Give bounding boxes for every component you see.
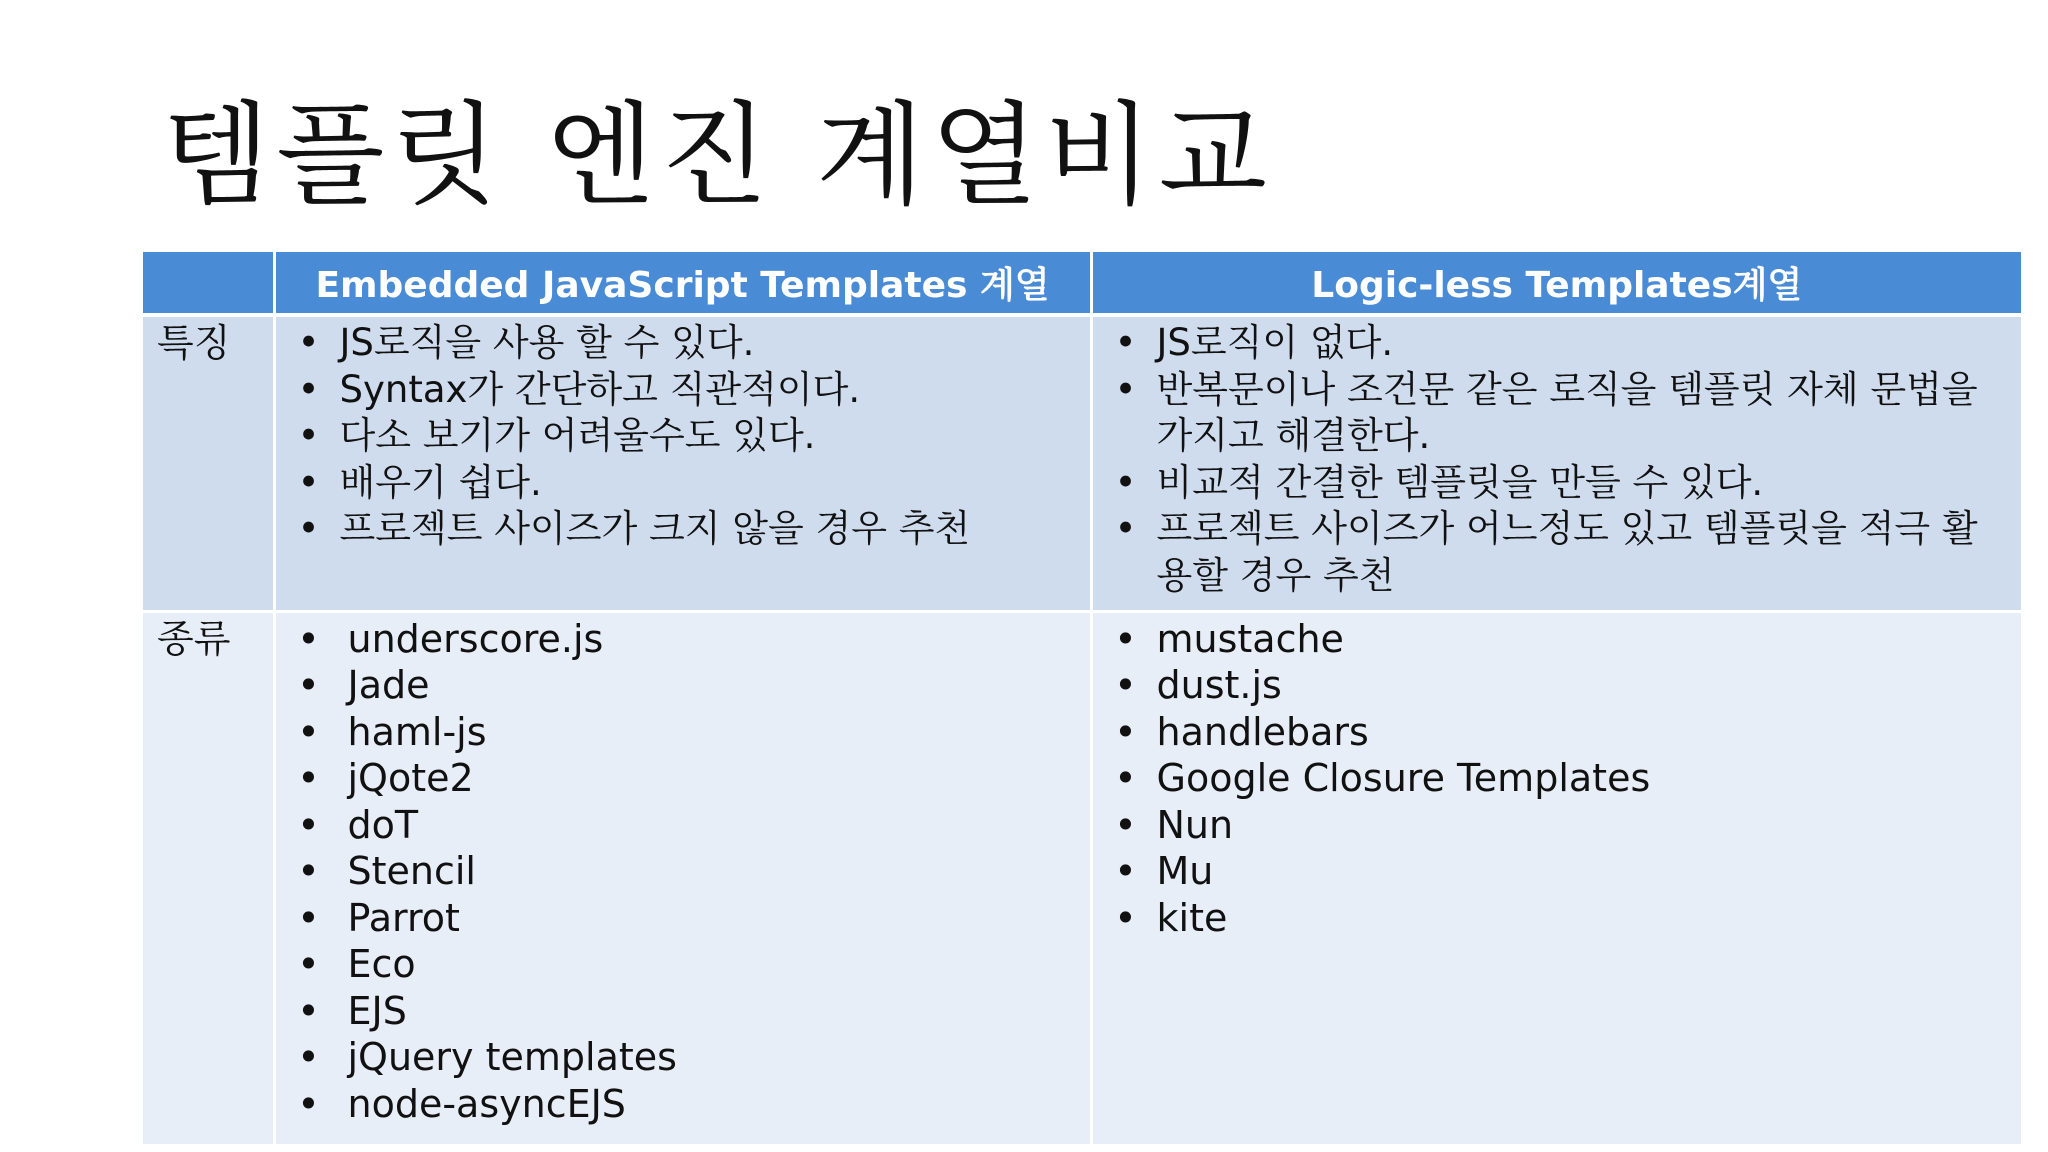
feature-logicless-cell	[1091, 315, 2021, 611]
bullet-icon: •	[1114, 616, 1137, 661]
list-item-text: handlebars	[1156, 709, 1369, 754]
list-item	[276, 755, 1090, 802]
bullet-icon: •	[1114, 663, 1137, 707]
list-item	[1093, 460, 2022, 507]
list-item-text: Parrot	[347, 895, 460, 940]
bullet-icon: •	[1114, 321, 1137, 364]
bullet-icon: •	[297, 942, 320, 986]
list-item	[1093, 755, 2022, 802]
list-item-text: Jade	[347, 663, 430, 707]
bullet-icon: •	[1114, 756, 1137, 800]
list-item	[276, 367, 1090, 414]
bullet-icon: •	[297, 663, 320, 707]
list-item-text: Syntax가 간단하고 직관적이다.	[339, 367, 861, 411]
bullet-icon: •	[297, 988, 320, 1033]
bullet-icon: •	[297, 756, 320, 800]
bullet-icon: •	[297, 709, 320, 754]
list-item	[1093, 367, 2022, 460]
header-ejs: Embedded JavaScript Templates 계열	[274, 252, 1091, 315]
bullet-icon: •	[1114, 367, 1137, 411]
list-item	[276, 709, 1090, 756]
kind-ejs-cell	[274, 611, 1091, 1144]
bullet-icon: •	[297, 414, 320, 457]
bullet-icon: •	[297, 367, 320, 411]
feature-ejs-list	[276, 317, 1090, 553]
list-item	[276, 662, 1090, 709]
list-item	[276, 988, 1090, 1035]
list-item	[276, 848, 1090, 895]
list-item-text: 프로젝트 사이즈가 어느정도 있고 템플릿을 적극 활용할 경우 추천	[1156, 507, 1978, 597]
list-item	[276, 616, 1090, 663]
header-corner-cell	[143, 252, 274, 315]
bullet-icon: •	[1114, 507, 1137, 550]
list-item	[1093, 895, 2022, 942]
bullet-icon: •	[297, 895, 320, 940]
list-item	[1093, 506, 2022, 599]
bullet-icon: •	[297, 1035, 320, 1079]
list-item	[276, 506, 1090, 553]
header-row	[143, 252, 2021, 315]
list-item-text: 반복문이나 조건문 같은 로직을 템플릿 자체 문법을 가지고 해결한다.	[1156, 367, 1978, 457]
list-item	[1093, 709, 2022, 756]
list-item-text: JS로직을 사용 할 수 있다.	[339, 321, 755, 364]
header-logicless: Logic-less Templates계열	[1091, 252, 2021, 315]
feature-row	[143, 315, 2021, 611]
list-item-text: mustache	[1156, 616, 1344, 661]
list-item	[276, 941, 1090, 988]
kind-row	[143, 611, 2021, 1144]
list-item-text: doT	[347, 802, 419, 847]
feature-row-label: 특징	[143, 315, 274, 611]
list-item-text: Eco	[347, 942, 416, 986]
list-item-text: EJS	[347, 988, 407, 1033]
list-item-text: Google Closure Templates	[1156, 756, 1651, 800]
kind-ejs-list	[276, 613, 1090, 1128]
list-item	[276, 320, 1090, 367]
kind-logicless-list	[1093, 613, 2022, 942]
list-item-text: Stencil	[347, 849, 476, 893]
list-item	[1093, 848, 2022, 895]
bullet-icon: •	[1114, 895, 1137, 940]
list-item-text: 다소 보기가 어려울수도 있다.	[339, 414, 816, 457]
list-item	[276, 1034, 1090, 1081]
list-item-text: 비교적 간결한 템플릿을 만들 수 있다.	[1156, 460, 1764, 504]
bullet-icon: •	[297, 507, 320, 550]
list-item	[1093, 662, 2022, 709]
bullet-icon: •	[297, 460, 320, 504]
list-item	[276, 413, 1090, 460]
list-item-text: jQuery templates	[347, 1035, 677, 1079]
list-item	[1093, 320, 2022, 367]
feature-logicless-list	[1093, 317, 2022, 599]
bullet-icon: •	[1114, 849, 1137, 893]
bullet-icon: •	[1114, 709, 1137, 754]
list-item-text: kite	[1156, 895, 1228, 940]
kind-logicless-cell	[1091, 611, 2021, 1144]
list-item-text: dust.js	[1156, 663, 1282, 707]
list-item-text: node-asyncEJS	[347, 1081, 626, 1126]
list-item	[276, 460, 1090, 507]
list-item-text: haml-js	[347, 709, 487, 754]
bullet-icon: •	[297, 616, 320, 661]
kind-row-label: 종류	[143, 611, 274, 1144]
bullet-icon: •	[297, 802, 320, 847]
bullet-icon: •	[297, 1081, 320, 1126]
bullet-icon: •	[1114, 802, 1137, 847]
list-item	[276, 1081, 1090, 1128]
list-item-text: JS로직이 없다.	[1156, 321, 1394, 364]
comparison-table	[143, 252, 2021, 1144]
bullet-icon: •	[1114, 460, 1137, 504]
feature-ejs-cell	[274, 315, 1091, 611]
list-item	[276, 802, 1090, 849]
bullet-icon: •	[297, 849, 320, 893]
list-item	[1093, 802, 2022, 849]
list-item-text: 배우기 쉽다.	[339, 460, 542, 504]
slide-title: 템플릿 엔진 계열비교	[162, 91, 1273, 221]
list-item-text: Mu	[1156, 849, 1214, 893]
list-item-text: Nun	[1156, 802, 1234, 847]
list-item	[276, 895, 1090, 942]
list-item-text: jQote2	[347, 756, 474, 800]
bullet-icon: •	[297, 321, 320, 364]
list-item-text: underscore.js	[347, 616, 604, 661]
list-item-text: 프로젝트 사이즈가 크지 않을 경우 추천	[339, 507, 971, 550]
list-item	[1093, 616, 2022, 663]
